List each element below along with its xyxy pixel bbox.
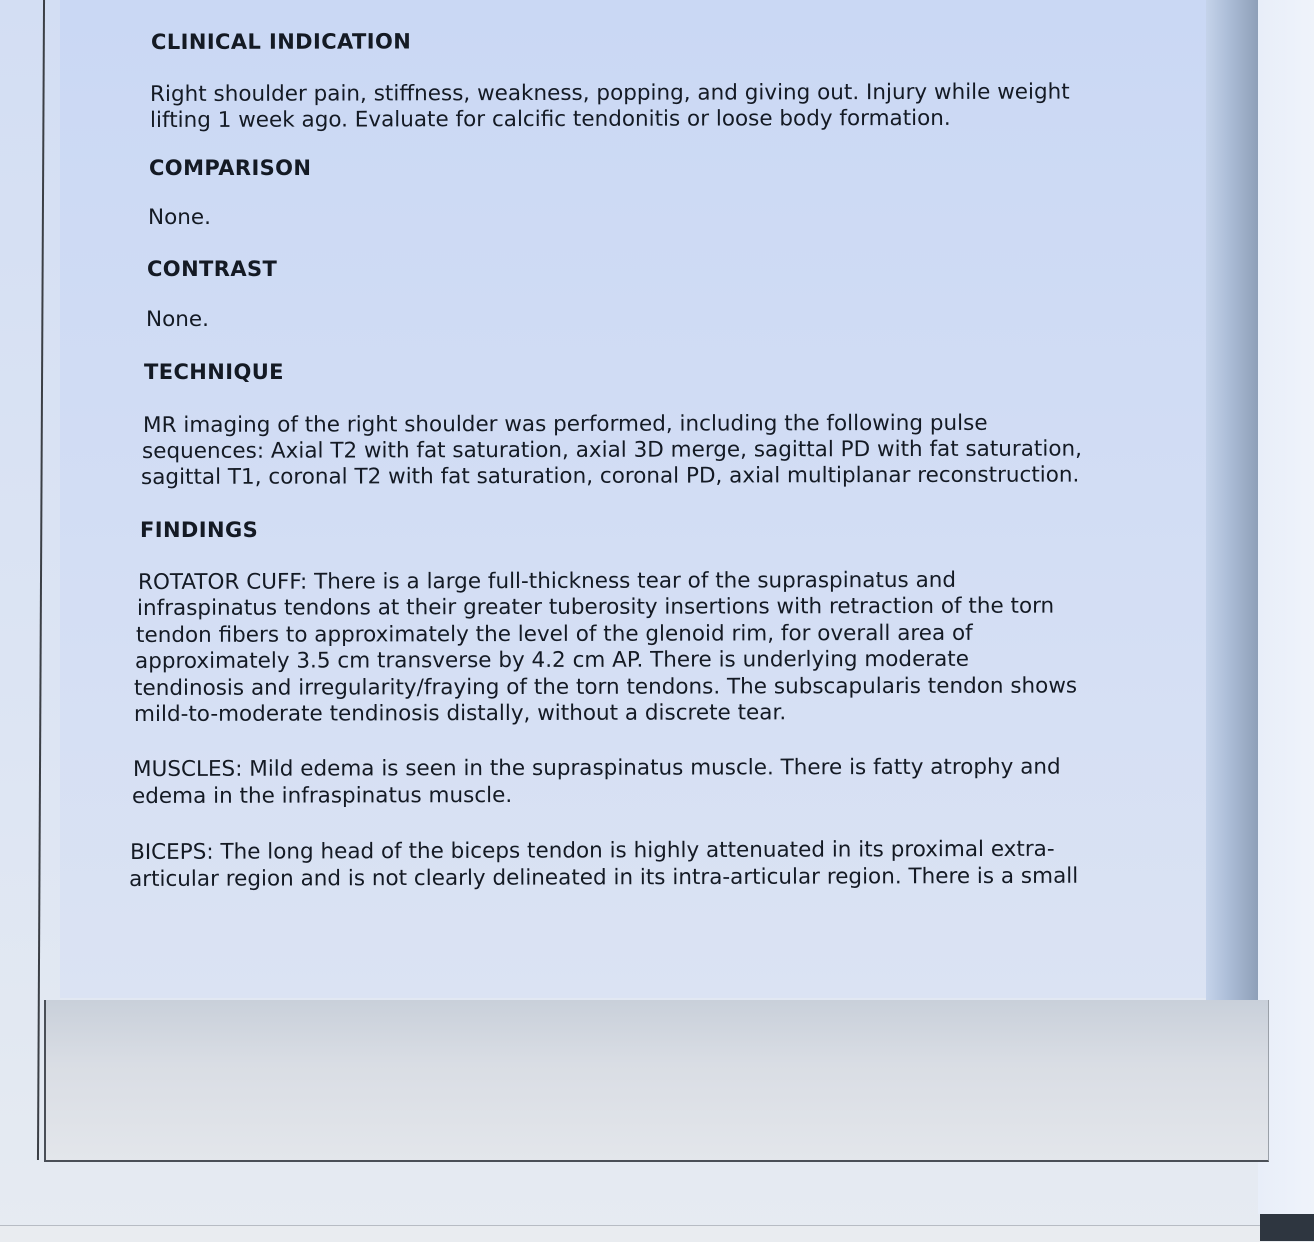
technique-line-1: MR imaging of the right shoulder was performed, including the following pulse <box>143 410 988 438</box>
rotator-cuff-line-6: mild-to-moderate tendinosis distally, without a discrete tear. <box>134 700 787 727</box>
contrast-heading: CONTRAST <box>147 257 278 281</box>
rotator-cuff-line-2: infraspinatus tendons at their greater tuberosity insertions with retraction of the torn <box>137 593 1055 621</box>
technique-line-2: sequences: Axial T2 with fat saturation, axial 3D merge, sagittal PD with fat saturation, <box>142 436 1082 464</box>
rotator-cuff-line-4: approximately 3.5 cm transverse by 4.2 cm AP. There is underlying moderate <box>135 646 970 674</box>
clinical-indication-line-2: lifting 1 week ago. Evaluate for calcific tendonitis or loose body formation. <box>150 105 951 133</box>
muscles-line-1: MUSCLES: Mild edema is seen in the supraspinatus muscle. There is fatty atrophy and <box>133 754 1061 782</box>
desk-edge <box>0 1225 1314 1242</box>
findings-heading: FINDINGS <box>140 518 259 542</box>
rotator-cuff-line-3: tendon fibers to approximately the level of the glenoid rim, for overall area of <box>136 620 973 648</box>
clinical-indication-heading: CLINICAL INDICATION <box>151 29 412 54</box>
underlying-sheet <box>44 1000 1269 1162</box>
rotator-cuff-line-1: ROTATOR CUFF: There is a large full-thickness tear of the supraspinatus and <box>138 567 957 595</box>
biceps-line-1: BICEPS: The long head of the biceps tendon is highly attenuated in its proximal extra- <box>130 836 1055 865</box>
technique-line-3: sagittal T1, coronal T2 with fat saturation, coronal PD, axial multiplanar reconstruction. <box>141 462 1080 490</box>
desk-shadow <box>1260 1214 1314 1241</box>
comparison-heading: COMPARISON <box>149 156 312 180</box>
biceps-line-2: articular region and is not clearly delineated in its intra-articular region. There is a small <box>129 863 1079 892</box>
contrast-text: None. <box>146 307 209 332</box>
clinical-indication-line-1: Right shoulder pain, stiffness, weakness, popping, and giving out. Injury while weight <box>150 79 1070 107</box>
page-edge-shadow <box>1206 0 1258 1000</box>
technique-heading: TECHNIQUE <box>144 360 284 384</box>
comparison-text: None. <box>148 205 211 230</box>
muscles-line-2: edema in the infraspinatus muscle. <box>132 783 513 809</box>
rotator-cuff-line-5: tendinosis and irregularity/fraying of the torn tendons. The subscapularis tendon shows <box>134 673 1078 701</box>
